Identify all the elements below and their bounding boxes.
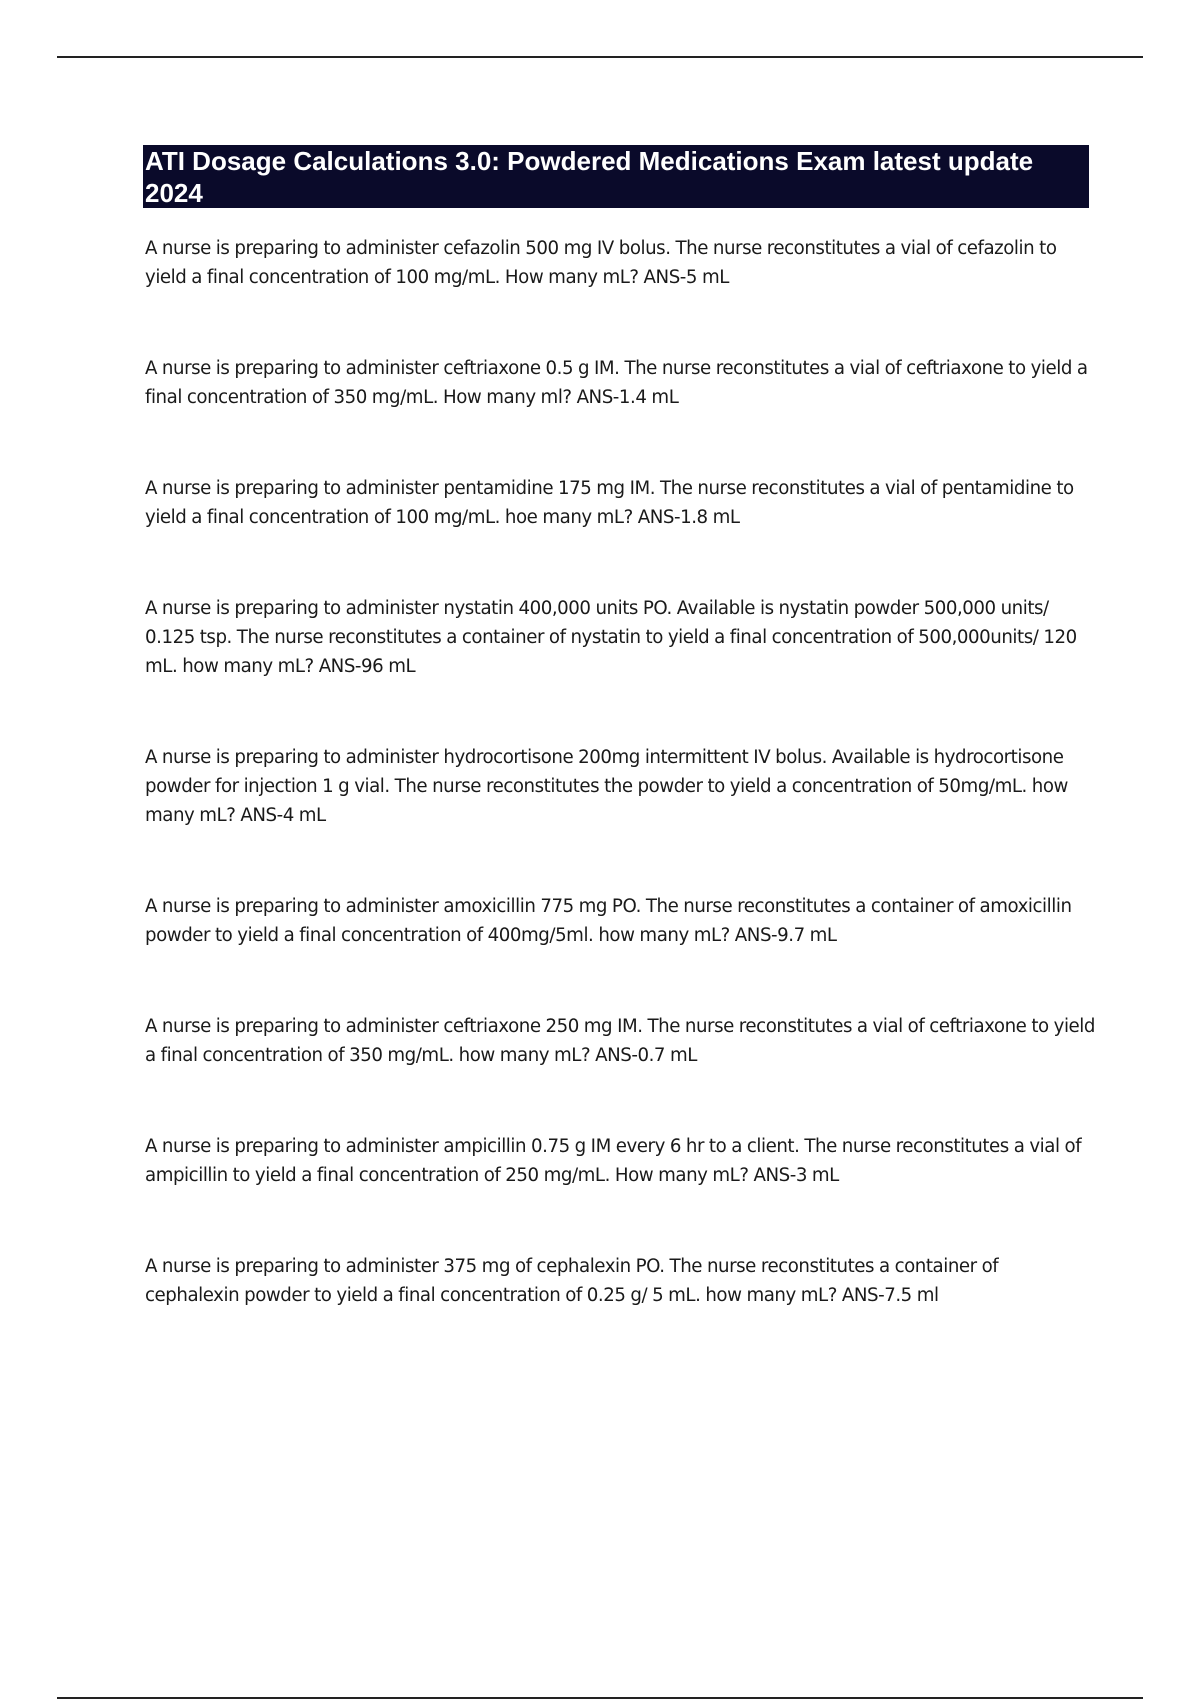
question-item: A nurse is preparing to administer hydrocortisone 200mg intermittent IV bolus. Available is hydrocortisone powder for injection 1 g vial. The nurse reconstitutes the powder to yield a concentration of 50mg/mL. how many mL? ANS-4 mL <box>145 747 1068 826</box>
question-item: A nurse is preparing to administer ceftriaxone 0.5 g IM. The nurse reconstitutes a vial of ceftriaxone to yield a final concentration of 350 mg/mL. How many ml? ANS-1.4 mL <box>145 358 1088 408</box>
question-item: A nurse is preparing to administer nystatin 400,000 units PO. Available is nystatin powder 500,000 units/ 0.125 tsp. The nurse reconstitutes a container of nystatin to yield a final concentration of 500,000units/ 120 mL. how many mL? ANS-96 mL <box>145 598 1077 677</box>
question-item: A nurse is preparing to administer amoxicillin 775 mg PO. The nurse reconstitutes a container of amoxicillin powder to yield a final concentration of 400mg/5ml. how many mL? ANS-9.7 mL <box>145 896 1072 946</box>
question-item: A nurse is preparing to administer 375 mg of cephalexin PO. The nurse reconstitutes a container of cephalexin powder to yield a final concentration of 0.25 g/ 5 mL. how many mL? ANS-7.5 ml <box>145 1256 999 1306</box>
document-title: ATI Dosage Calculations 3.0: Powdered Medications Exam latest update 2024 <box>143 145 1089 208</box>
question-item: A nurse is preparing to administer pentamidine 175 mg IM. The nurse reconstitutes a vial of pentamidine to yield a final concentration of 100 mg/mL. hoe many mL? ANS-1.8 mL <box>145 478 1074 528</box>
question-item: A nurse is preparing to administer cefazolin 500 mg IV bolus. The nurse reconstitutes a vial of cefazolin to yield a final concentration of 100 mg/mL. How many mL? ANS-5 mL <box>145 238 1057 288</box>
question-item: A nurse is preparing to administer ampicillin 0.75 g IM every 6 hr to a client. The nurse reconstitutes a vial of ampicillin to yield a final concentration of 250 mg/mL. How many mL? ANS-3 mL <box>145 1136 1082 1186</box>
question-list <box>145 234 1095 1310</box>
question-item: A nurse is preparing to administer ceftriaxone 250 mg IM. The nurse reconstitutes a vial of ceftriaxone to yield a final concentration of 350 mg/mL. how many mL? ANS-0.7 mL <box>145 1016 1095 1066</box>
top-divider <box>57 56 1143 58</box>
bottom-divider <box>57 1697 1143 1699</box>
